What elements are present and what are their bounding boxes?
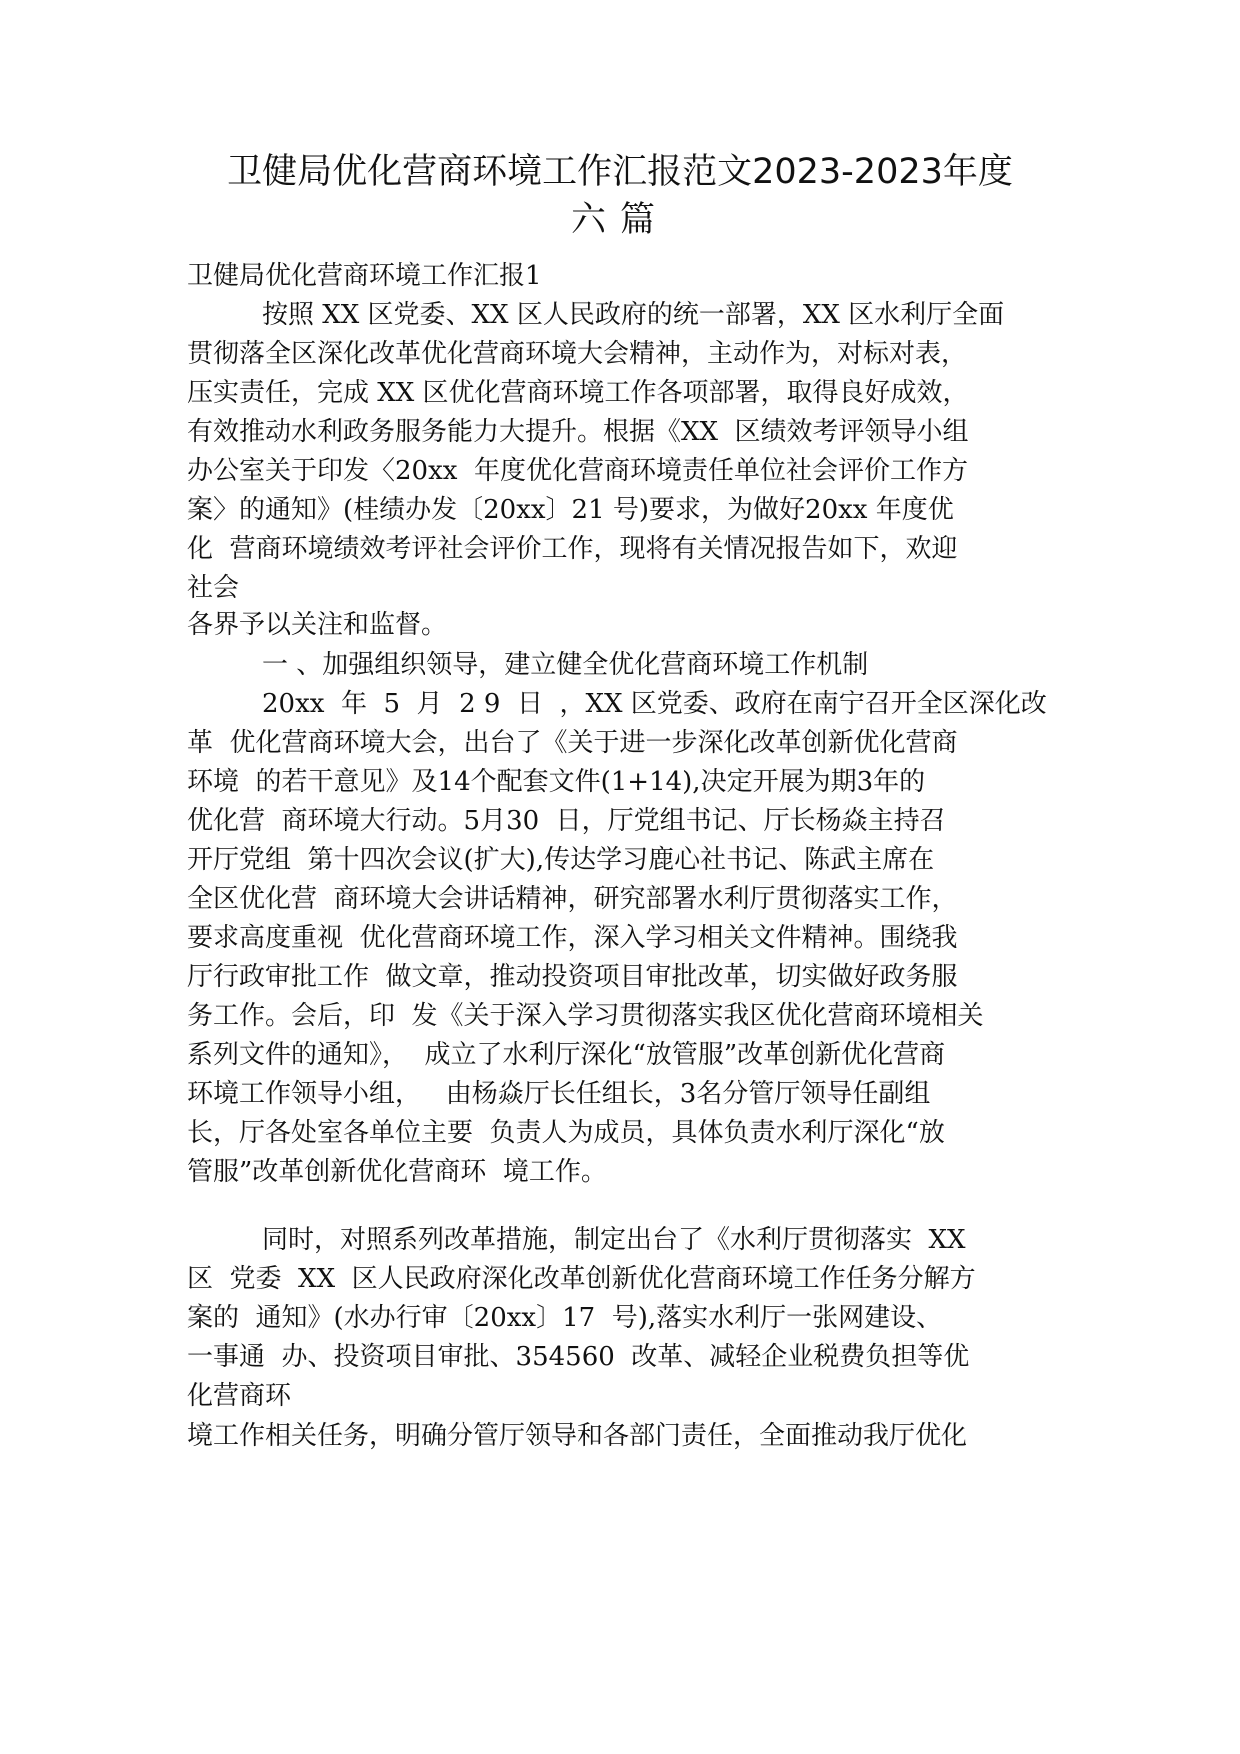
- text-line: 办公室关于印发〈20xx 年度优化营商环境责任单位社会评价工作方: [187, 456, 968, 486]
- document-title-line-1: 卫健局优化营商环境工作汇报范文2023-2023年度: [227, 152, 1013, 192]
- text-line: 环境 的若干意见》及14个配套文件(1+14),决定开展为期3年的: [187, 767, 926, 797]
- text-line: 厅行政审批工作 做文章，推动投资项目审批改革，切实做好政务服: [187, 962, 958, 992]
- text-line: 境工作相关任务，明确分管厅领导和各部门责任，全面推动我厅优化: [187, 1421, 968, 1451]
- text-line: 开厅党组 第十四次会议(扩大),传达学习鹿心社书记、陈武主席在: [187, 845, 935, 875]
- document-title-line-2: 六篇: [570, 200, 669, 240]
- text-line: 管服”改革创新优化营商环 境工作。: [187, 1157, 607, 1187]
- text-line: 有效推动水利政务服务能力大提升。根据《XX 区绩效考评领导小组: [187, 417, 969, 447]
- text-line: 要求高度重视 优化营商环境工作，深入学习相关文件精神。围绕我: [187, 923, 958, 953]
- text-line: 全区优化营 商环境大会讲话精神，研究部署水利厅贯彻落实工作，: [187, 884, 958, 914]
- text-line: 案〉的通知》(桂绩办发〔20xx〕21 号)要求，为做好20xx 年度优: [187, 495, 954, 525]
- text-line: 贯彻落全区深化改革优化营商环境大会精神，主动作为，对标对表，: [187, 339, 968, 369]
- text-line: 革 优化营商环境大会，出台了《关于进一步深化改革创新优化营商: [187, 728, 958, 758]
- section-heading: 一 、加强组织领导，建立健全优化营商环境工作机制: [262, 650, 869, 680]
- text-line: 区 党委 XX 区人民政府深化改革创新优化营商环境工作任务分解方: [187, 1264, 976, 1294]
- text-line: 系列文件的通知》， 成立了水利厅深化“放管服”改革创新优化营商: [187, 1040, 946, 1070]
- text-line: 一事通 办、投资项目审批、354560 改革、减轻企业税费负担等优: [187, 1342, 970, 1372]
- text-line: 各界予以关注和监督。: [187, 610, 448, 640]
- text-line: 环境工作领导小组， 由杨焱厅长任组长，3名分管厅领导任副组: [187, 1079, 931, 1109]
- text-line: 长，厅各处室各单位主要 负责人为成员，具体负责水利厅深化“放: [187, 1118, 945, 1148]
- text-line: 压实责任，完成 XX 区优化营商环境工作各项部署，取得良好成效，: [187, 378, 969, 408]
- text-line: 按照 XX 区党委、XX 区人民政府的统一部署，XX 区水利厅全面: [262, 300, 1005, 330]
- text-line: 20xx 年 5 月 2 9 日 ，XX 区党委、政府在南宁召开全区深化改: [262, 689, 1047, 719]
- text-line: 案的 通知》(水办行审〔20xx〕17 号),落实水利厅一张网建设、: [187, 1303, 943, 1333]
- text-line: 社会: [187, 573, 240, 603]
- text-line: 优化营 商环境大行动。5月30 日，厅党组书记、厅长杨焱主持召: [187, 806, 946, 836]
- text-line: 化 营商环境绩效考评社会评价工作，现将有关情况报告如下，欢迎: [187, 534, 958, 564]
- section-subtitle: 卫健局优化营商环境工作汇报1: [187, 261, 542, 291]
- text-line: 化营商环: [187, 1381, 292, 1411]
- text-line: 务工作。会后，印 发《关于深入学习贯彻落实我区优化营商环境相关: [187, 1001, 984, 1031]
- text-line: 同时，对照系列改革措施，制定出台了《水利厅贯彻落实 XX: [262, 1225, 966, 1255]
